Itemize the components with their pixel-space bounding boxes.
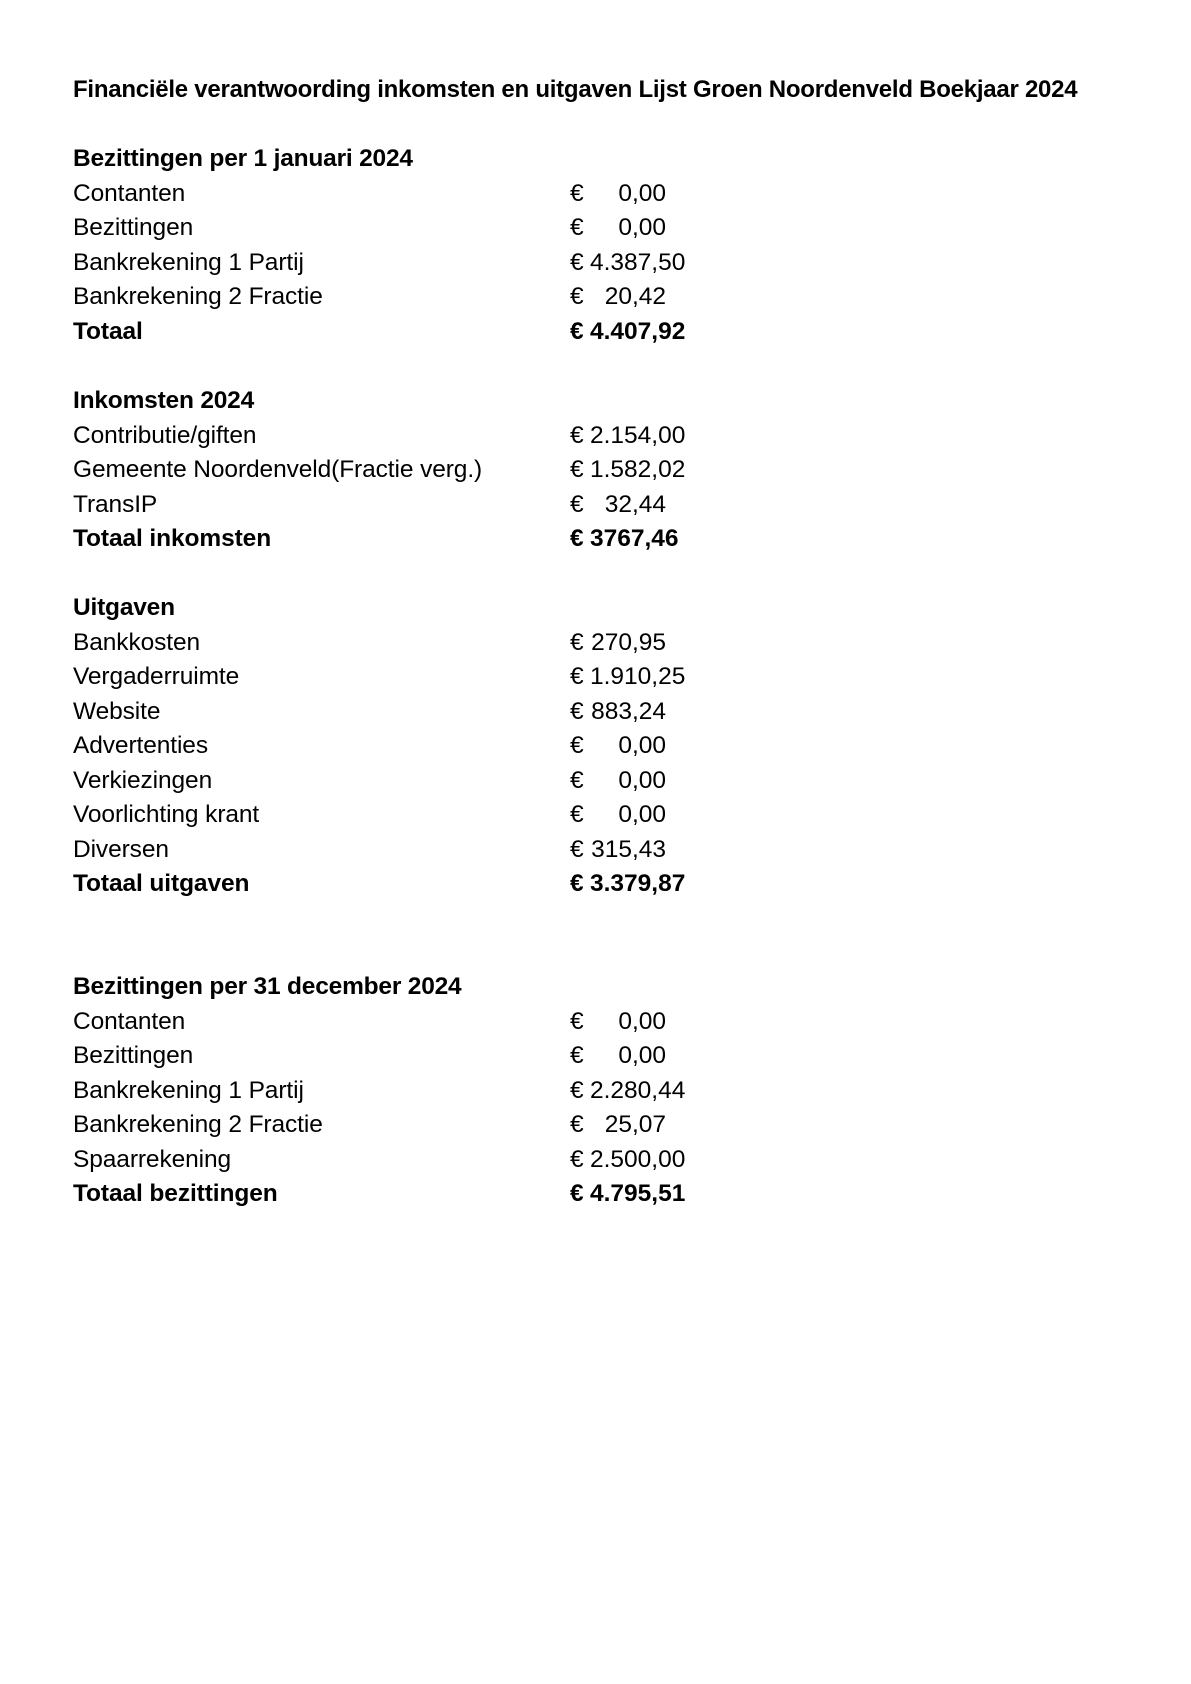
ledger-row: [73, 798, 713, 833]
row-label: Bankrekening 2 Fractie: [73, 1111, 323, 1138]
row-label: Bankrekening 1 Partij: [73, 248, 304, 276]
currency-symbol: €: [570, 525, 584, 552]
currency-symbol: €: [570, 732, 584, 759]
row-label: Gemeente Noordenveld(Fractie verg.): [73, 456, 483, 483]
currency-symbol: €: [570, 456, 584, 483]
ledger-row: [73, 1108, 713, 1143]
total-row: [73, 315, 713, 350]
total-amount: 3.379,87: [590, 870, 686, 897]
ledger-row: [73, 626, 713, 661]
row-amount: 0,00: [618, 1007, 666, 1035]
document-title: Financiële verantwoording inkomsten en uitgaven Lijst Groen Noordenveld Boekjaar 2024: [73, 76, 1078, 103]
total-label: Totaal uitgaven: [73, 870, 250, 897]
row-amount: 1.582,02: [590, 456, 686, 483]
row-label: Voorlichting krant: [73, 801, 260, 828]
ledger-row: [73, 764, 713, 799]
row-amount: 0,00: [618, 179, 666, 207]
currency-symbol: €: [570, 421, 584, 449]
ledger-row: [73, 1039, 713, 1074]
ledger-row: [73, 211, 713, 246]
currency-symbol: €: [570, 214, 584, 241]
ledger-row: [73, 246, 713, 281]
row-label: TransIP: [73, 490, 158, 518]
section-heading: Bezittingen per 1 januari 2024: [73, 145, 413, 172]
total-label: Totaal bezittingen: [73, 1180, 278, 1207]
currency-symbol: €: [570, 628, 584, 656]
currency-symbol: €: [570, 835, 584, 863]
currency-symbol: €: [570, 697, 584, 725]
total-label: Totaal: [73, 317, 143, 345]
currency-symbol: €: [570, 1007, 584, 1035]
row-label: Bankrekening 2 Fractie: [73, 283, 323, 310]
row-label: Bezittingen: [73, 1042, 194, 1069]
ledger-row: [73, 280, 713, 315]
currency-symbol: €: [570, 1111, 584, 1138]
row-label: Spaarrekening: [73, 1145, 232, 1173]
ledger-row: [73, 419, 713, 454]
row-amount: 883,24: [591, 697, 666, 725]
section-heading: Uitgaven: [73, 594, 175, 621]
row-amount: 315,43: [591, 835, 666, 863]
row-amount: 32,44: [604, 490, 666, 518]
section-income: [73, 384, 713, 557]
currency-symbol: €: [570, 870, 584, 897]
row-label: Diversen: [73, 835, 169, 863]
currency-symbol: €: [570, 1180, 584, 1207]
total-amount: 4.407,92: [590, 317, 686, 345]
currency-symbol: €: [570, 179, 584, 207]
ledger-row: [73, 695, 713, 730]
row-label: Vergaderruimte: [73, 663, 240, 690]
row-amount: 2.500,00: [590, 1145, 686, 1173]
currency-symbol: €: [570, 490, 584, 518]
section-expenses: [73, 591, 713, 902]
row-label: Bezittingen: [73, 214, 194, 241]
row-label: Contributie/giften: [73, 421, 257, 449]
row-label: Website: [73, 697, 161, 725]
currency-symbol: €: [570, 317, 584, 345]
row-amount: 2.154,00: [590, 421, 686, 449]
currency-symbol: €: [570, 801, 584, 828]
row-amount: 20,42: [604, 283, 666, 310]
currency-symbol: €: [570, 283, 584, 310]
row-label: Verkiezingen: [73, 766, 213, 794]
ledger-row: [73, 1005, 713, 1040]
row-amount: 0,00: [618, 766, 666, 794]
total-label: Totaal inkomsten: [73, 525, 272, 552]
total-amount: 4.795,51: [590, 1180, 686, 1207]
row-amount: 270,95: [591, 628, 666, 656]
row-amount: 0,00: [618, 1042, 666, 1069]
section-heading: Inkomsten 2024: [73, 387, 255, 414]
total-amount: 3767,46: [590, 525, 679, 552]
row-label: Advertenties: [73, 732, 208, 759]
row-amount: 2.280,44: [590, 1076, 686, 1104]
ledger-row: [73, 729, 713, 764]
ledger-row: [73, 453, 713, 488]
row-amount: 1.910,25: [590, 663, 686, 690]
section-closing-assets: [73, 970, 713, 1212]
row-amount: 0,00: [618, 732, 666, 759]
total-row: [73, 867, 713, 902]
row-label: Bankkosten: [73, 628, 201, 656]
row-amount: 0,00: [618, 214, 666, 241]
currency-symbol: €: [570, 1076, 584, 1104]
currency-symbol: €: [570, 766, 584, 794]
currency-symbol: €: [570, 663, 584, 690]
ledger-row: [73, 1074, 713, 1109]
row-label: Contanten: [73, 179, 186, 207]
row-amount: 0,00: [618, 801, 666, 828]
currency-symbol: €: [570, 248, 584, 276]
currency-symbol: €: [570, 1042, 584, 1069]
row-label: Contanten: [73, 1007, 186, 1035]
row-label: Bankrekening 1 Partij: [73, 1076, 304, 1104]
row-amount: 25,07: [604, 1111, 666, 1138]
ledger-row: [73, 1143, 713, 1178]
ledger-row: [73, 833, 713, 868]
total-row: [73, 1177, 713, 1212]
row-amount: 4.387,50: [590, 248, 686, 276]
section-opening-assets: [73, 142, 713, 349]
currency-symbol: €: [570, 1145, 584, 1173]
ledger-row: [73, 177, 713, 212]
ledger-row: [73, 660, 713, 695]
total-row: [73, 522, 713, 557]
ledger-row: [73, 488, 713, 523]
section-heading: Bezittingen per 31 december 2024: [73, 973, 462, 1000]
